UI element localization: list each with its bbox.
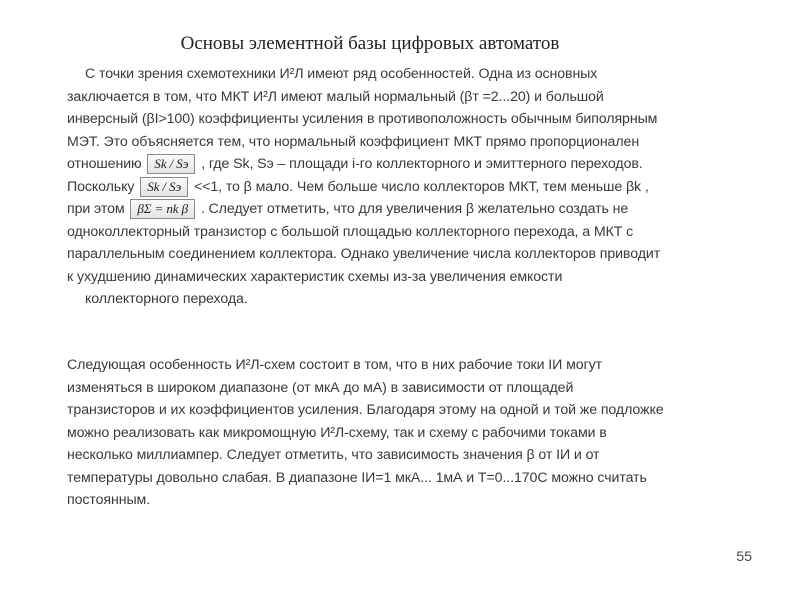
text-line: постоянным. <box>67 492 151 508</box>
text-line-with-formula <box>67 176 727 199</box>
text-line-with-formula <box>67 153 727 176</box>
text-segment: Поскольку <box>67 178 135 195</box>
text-line: несколько миллиампер. Следует отметить, что зависимость значения β от IИ и от <box>67 447 600 463</box>
text-line: инверсный (βI>100) коэффициенты усиления в противоположность обычным биполярным <box>67 111 658 127</box>
text-line: Следующая особенность И²Л-схем состоит в том, что в них рабочие токи IИ могут <box>67 357 602 373</box>
text-segment: <<1, то β мало. Чем больше число коллекторов МКТ, тем меньше βk , <box>193 178 649 195</box>
formula-box: βΣ = nk β <box>130 199 195 219</box>
text-line: заключается в том, что МКТ И²Л имеют малый нормальный (βт =2...20) и большой <box>67 88 604 105</box>
text-segment: , где Sk, Sэ – площади i-го коллекторного и эмиттерного переходов. <box>201 156 643 172</box>
text-line: транзисторов и их коэффициентов усиления. Благодаря этому на одной и той же подложке <box>67 402 664 418</box>
text-line-with-formula <box>67 198 727 221</box>
text-segment: отношению <box>67 156 142 172</box>
text-segment: . Следует отметить, что для увеличения β желательно создать не <box>200 201 629 217</box>
page-number: 55 <box>736 548 752 564</box>
text-line: МЭТ. Это объясняется тем, что нормальный коэффициент МКТ прямо пропорционален <box>67 133 640 150</box>
text-line: к ухудшению динамических характеристик схемы из-за увеличения емкости <box>67 268 563 285</box>
formula-box: Sk / Sэ <box>140 177 188 197</box>
text-line: изменяться в широком диапазоне (от мкА до мА) в зависимости от площадей <box>67 379 574 396</box>
paragraph-1 <box>67 63 727 311</box>
text-line: С точки зрения схемотехники И²Л имеют ряд особенностей. Одна из основных <box>85 66 598 82</box>
text-line: параллельным соединением коллектора. Однако увеличение числа коллекторов приводит <box>67 246 661 262</box>
paragraph-2 <box>67 354 727 512</box>
text-line: можно реализовать как микромощную И²Л-схему, так и схему с рабочими токами в <box>67 424 607 441</box>
formula-box: Sk / Sэ <box>147 154 195 174</box>
text-line: температуры довольно слабая. В диапазоне IИ=1 мкА... 1мА и T=0...170C можно считать <box>67 469 647 486</box>
text-line: одноколлекторный транзистор с большой площадью коллекторного перехода, а МКТ с <box>67 223 634 240</box>
slide-title: Основы элементной базы цифровых автоматов <box>180 33 560 54</box>
text-line: коллекторного перехода. <box>85 291 248 307</box>
text-segment: при этом <box>67 201 125 217</box>
